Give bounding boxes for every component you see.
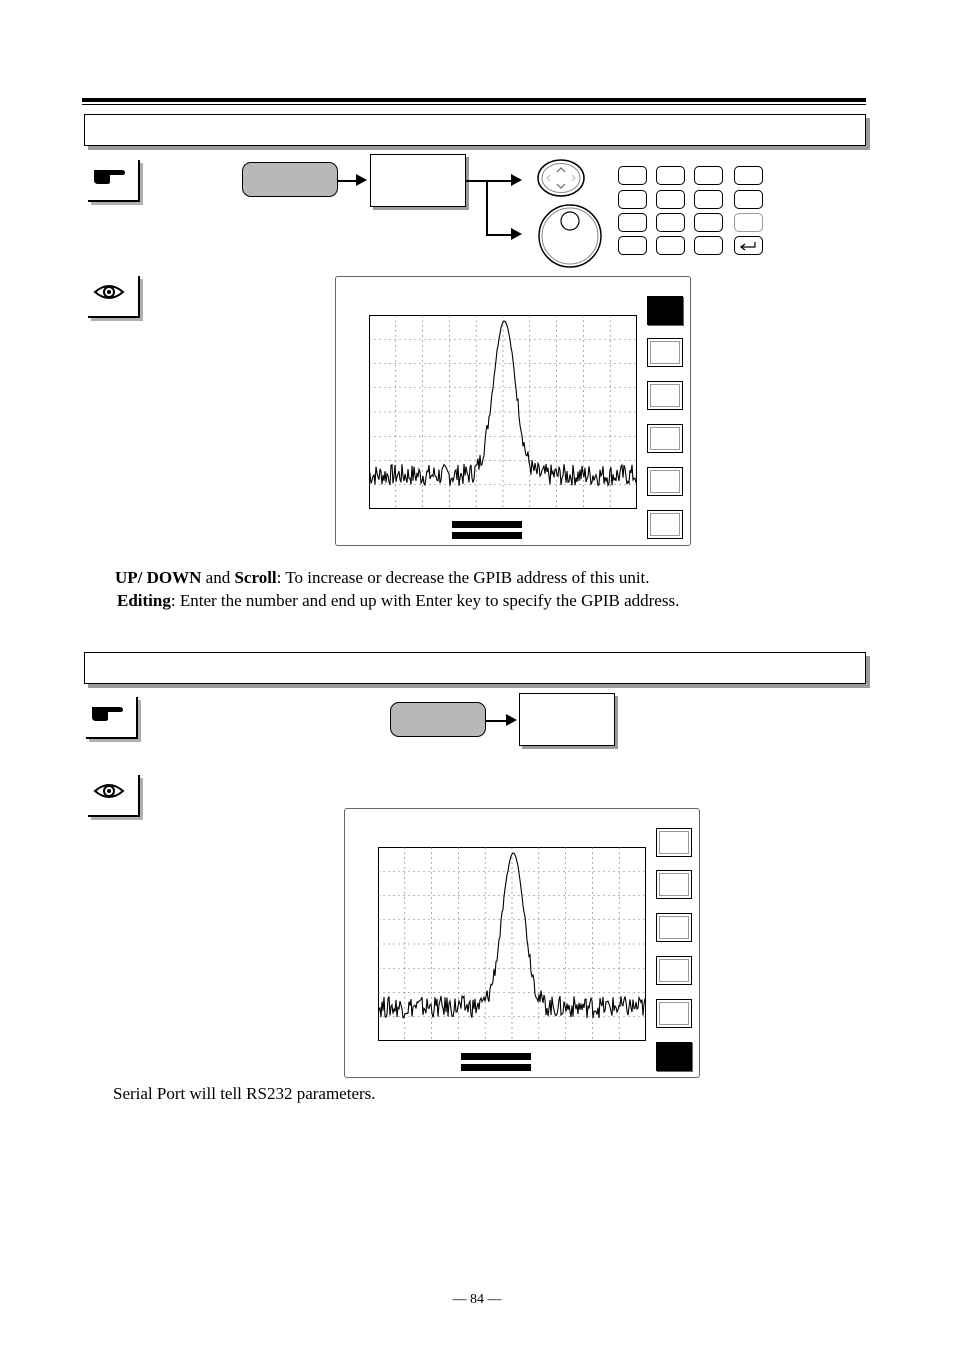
status-bar — [452, 532, 522, 539]
arrow-line-to-knob — [486, 234, 512, 236]
arrow-head — [506, 714, 517, 726]
keypad-key[interactable] — [656, 213, 685, 232]
utility-key[interactable] — [242, 162, 338, 197]
up-down-key-icon[interactable] — [536, 158, 586, 198]
gpib-softkey-box[interactable] — [370, 154, 466, 207]
softkey-4[interactable] — [656, 956, 692, 985]
operation-icon-box — [86, 697, 138, 739]
softkey-1[interactable] — [647, 296, 683, 325]
numeric-keypad — [618, 162, 768, 258]
display-icon-box — [88, 775, 140, 817]
analyzer-screen-2 — [344, 808, 700, 1078]
enter-key[interactable] — [734, 236, 763, 255]
status-bar — [461, 1053, 531, 1060]
softkey-1[interactable] — [656, 828, 692, 857]
instruction-line-updown — [115, 566, 650, 589]
eye-icon — [92, 280, 126, 304]
keypad-key[interactable] — [694, 190, 723, 209]
keypad-key[interactable] — [694, 166, 723, 185]
header-rule-thin — [82, 104, 866, 105]
enter-arrow-icon — [735, 237, 762, 254]
scroll-knob-icon[interactable] — [536, 203, 606, 269]
scroll-label: Scroll — [234, 568, 277, 587]
softkey-6[interactable] — [656, 1042, 692, 1071]
keypad-key[interactable] — [656, 190, 685, 209]
header-rule-thick — [82, 98, 866, 102]
arrow-line — [486, 720, 508, 722]
softkey-3[interactable] — [656, 913, 692, 942]
utility-key[interactable] — [390, 702, 486, 737]
status-bar — [461, 1064, 531, 1071]
eye-icon — [92, 779, 126, 803]
spectrum-display-2 — [378, 847, 646, 1041]
section-title-bar-serial — [84, 652, 866, 684]
up-down-label: UP/ DOWN — [115, 568, 202, 587]
keypad-key[interactable] — [694, 236, 723, 255]
keypad-key[interactable] — [734, 190, 763, 209]
softkey-3[interactable] — [647, 381, 683, 410]
arrow-line-to-updown — [466, 180, 512, 182]
softkey-2[interactable] — [656, 870, 692, 899]
keypad-key[interactable] — [656, 166, 685, 185]
instruction-line-editing — [117, 589, 679, 612]
editing-text: : Enter the number and end up with Enter key to specify the GPIB address. — [170, 591, 680, 610]
status-bar — [452, 521, 522, 528]
editing-label: Editing — [117, 591, 171, 610]
pointing-hand-icon — [90, 701, 124, 723]
keypad-key[interactable] — [656, 236, 685, 255]
keypad-key[interactable] — [618, 236, 647, 255]
arrow-head — [356, 174, 367, 186]
display-icon-box — [88, 276, 140, 318]
keypad-key[interactable] — [618, 213, 647, 232]
instruction-text: : To increase or decrease the GPIB address of this unit. — [276, 568, 650, 587]
analyzer-screen-1 — [335, 276, 691, 546]
and-text: and — [201, 568, 235, 587]
serial-softkey-box[interactable] — [519, 693, 615, 746]
pointing-hand-icon — [92, 164, 126, 186]
softkey-6[interactable] — [647, 510, 683, 539]
softkey-5[interactable] — [647, 467, 683, 496]
operation-icon-box — [88, 160, 140, 202]
section-title-bar-gpib — [84, 114, 866, 146]
keypad-key[interactable] — [694, 213, 723, 232]
keypad-key[interactable] — [734, 213, 763, 232]
page-number: — 84 — — [452, 1292, 502, 1307]
branch-line — [486, 180, 488, 235]
keypad-key[interactable] — [734, 166, 763, 185]
keypad-key[interactable] — [618, 190, 647, 209]
softkey-2[interactable] — [647, 338, 683, 367]
keypad-key[interactable] — [618, 166, 647, 185]
arrow-head — [511, 228, 522, 240]
softkey-5[interactable] — [656, 999, 692, 1028]
softkey-4[interactable] — [647, 424, 683, 453]
spectrum-display-1 — [369, 315, 637, 509]
serial-port-note: Serial Port will tell RS232 parameters. — [113, 1084, 376, 1103]
arrow-head — [511, 174, 522, 186]
